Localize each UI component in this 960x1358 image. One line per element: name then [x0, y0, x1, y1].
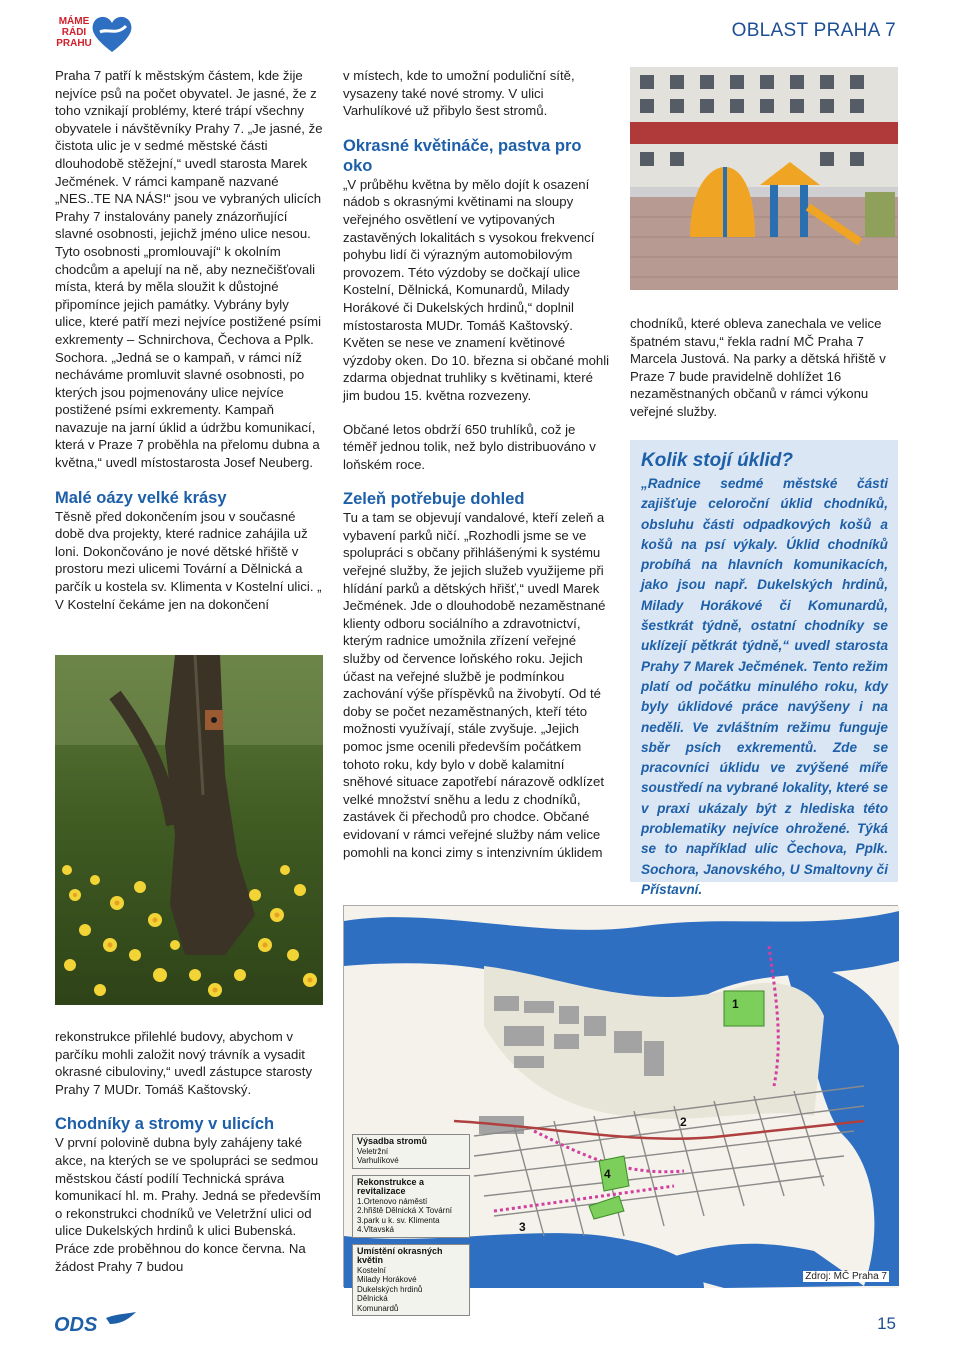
- section-title: OBLAST PRAHA 7: [731, 20, 896, 41]
- kvetinace-paragraph: „V průběhu května by mělo dojít k osazení nádob s okrasnými květinami na sloupy veřejného osvětlení ve vytipovaných zastavěných lokalitách s vysokou frekvencí pohybu lidí či výrazným automobilovým provozem. Této výzdoby se dočkají ulice Kostelní, Dělnická, Komunardů, Milady Horákové či Dukelských hrdinů,“ doplnil místostarosta MUDr. Tomáš Kaštovský. Květen se nese ve znamení květinové výzdoby oken. Do 10. března si občané mohli zdarma objednat truhliky s květinami, které jim budou 15. května rozvezeny.: [343, 176, 610, 403]
- intro-paragraph: Praha 7 patří k městským částem, kde žije nejvíce psů na počet obyvatel. Je jasné, že z toho vznikají problémy, které trápí všechny obyvatele i návštěvníky Prahy 7. „Je jasné, že čistota ulic je v sedmé městské části dlouhodobě stěžejní,“ uvedl starosta Marek Ječmének. V rámci kampaně nazvané „NES..TE NA NÁS!“ jsou ve vybraných ulicích Prahy 7 instalovány panely znázorňující slavné osobnosti, jejichž jméno ulice nesou. Tyto osobnosti „promlouvají“ k okolním chodcům a apelují na ně, aby neznečišťovali místa, která by měla sloužit k důstojné připomínce jejich památky. Vybrány byly ulice, které patří mezi nejvíce postižené psími exkrementy – Schnirchova, Čechova a Pplk. Sochora. „Jedná se o kampaň, v rámci níž necháváme promluvit slavné osobnosti, po kterých jsou pojmenovány ulice nejvíce postižené psími exkrementy. Kampaň navazuje na jarní úklid a údržbu komunikací, která v Praze 7 proběhla na přelomu dubna a května,“ uvedl místostarosta Josef Neuberg.: [55, 68, 323, 471]
- map-label-4: 4: [604, 1167, 611, 1181]
- photo-tree-daffodils: [55, 655, 323, 1005]
- sidebar-title: Kolik stojí úklid?: [641, 450, 794, 471]
- article-column-1: [55, 67, 323, 613]
- playground-illustration: [630, 67, 898, 290]
- heading-kvetinace: Okrasné květináče, pastva pro oko: [343, 136, 582, 175]
- chodniky-paragraph: V první polovině dubna byly zahájeny také akce, na kterých se ve spolupráci se sedmou městskou částí podílí Technická správa komunikací hl. m. Prahy. Jedná se především o rekonstrukci chodníků ve Veletržní ulici od ulice Dukelských hrdinů k ulici Bubenská. Práce zde proběhnou do konce června. Na žádost Prahy 7 budou: [55, 1135, 321, 1274]
- legend-vysadba: Výsadba stromů Veletržní Varhulíkové: [352, 1134, 470, 1169]
- heart-icon: [90, 14, 134, 54]
- article-column-3: [630, 315, 898, 421]
- legend-rekonstrukce: Rekonstrukce a revitalizace 1.Ortenovo náměstí 2.hřiště Dělnická X Tovární 3.park u k. sv. Klimenta 4.Vltavská: [352, 1175, 470, 1238]
- truhliky-paragraph: Občané letos obdrží 650 truhlíků, což je téměř jednou tolik, než bylo distribuováno v loňském roce.: [343, 421, 596, 472]
- continuation-paragraph: rekonstrukce přilehlé budovy, abychom v parčíku mohli založit nový trávník a vysadit okrasné cibuloviny,“ uvedl zástupce starosty Prahy 7 MUDr. Tomáš Kaštovský.: [55, 1029, 313, 1097]
- heading-zelen: Zeleň potřebuje dohled: [343, 490, 525, 509]
- article-column-1-bottom: [55, 1028, 323, 1275]
- map-source-credit: Zdroj: MČ Praha 7: [805, 1271, 887, 1282]
- map-label-3: 3: [519, 1220, 526, 1234]
- mame-radi-prahu-logo: [54, 14, 134, 58]
- ods-logo: [54, 1310, 138, 1338]
- justova-paragraph: chodníků, které obleva zanechala ve velice špatném stavu,“ řekla radní MČ Praha 7 Marcela Justová. Na parky a dětská hřiště v Praze 7 bude pravidelně dohlížet 16 nezaměstnaných občanů v rámci výkonu veřejné služby.: [630, 316, 886, 419]
- map-legend: [352, 1134, 470, 1322]
- sidebar-text: „Radnice sedmé městské části zajišťuje celoroční úklid chodníků, obsluhu části odpadkových košů a košů na psí výkaly. Úklid chodníků probíhá na hlavních komunikacích, jako jsou např. Dukelských hrdinů, Milady Horákové či Komunardů, šestkrát týdně, ostatní chodníky se uklízejí pětkrát týdně,“ uvedl starosta Prahy 7 Marek Ječmének. Tento režim platí od počátku minulého roku, kdy byly úklidové práce navýšeny i na neděli. Ve zvláštním režimu funguje sběr psích exkrementů. Zde se pracovníci úklidu ve zvýšené míře soustředí na vybrané lokality, které se v praxi ukázaly být z hlediska této problematiky nejvíce ohrožené. Týká se to například ulic Čechova, Pplk. Sochora, Janovského, U Smaltovny či Přístavní.: [641, 476, 888, 897]
- sidebar-kolik-stoji-uklid: [630, 440, 898, 897]
- tree-daffodils-illustration: [55, 655, 323, 1005]
- map-label-1: 1: [732, 997, 739, 1011]
- heading-male-oazy: Malé oázy velké krásy: [55, 488, 227, 507]
- logo-text: MÁME RÁDI PRAHU: [56, 16, 92, 49]
- map-label-2: 2: [680, 1115, 687, 1129]
- legend-kvetiny: Umístění okrasných květin Kostelní Milady Horákové Dukelských hrdinů Dělnická Komunardů: [352, 1244, 470, 1317]
- ods-bird-icon: [54, 1310, 138, 1338]
- stromy-paragraph: v místech, kde to umožní poduliční sítě, vysazeny také nové stromy. V ulici Varhulíkové už přibylo šest stromů.: [343, 68, 575, 119]
- photo-playground: [630, 67, 898, 290]
- heading-chodniky: Chodníky a stromy v ulicích: [55, 1115, 275, 1134]
- article-column-2: [343, 67, 611, 861]
- svg-text:ODS: ODS: [54, 1314, 98, 1336]
- zelen-paragraph: Tu a tam se objevují vandalové, kteří zeleň a vybavení parků ničí. „Rozhodli jsme se ve spolupráci s občany přihlášenými k systému veřejné služby, že jejich služeb využijeme při hlídání parků a dětských hřišť,“ uvedl Marek Ječmének. Jde o dlouhodobě nezaměstnané klienty odboru sociálního a zdravotnictví, kterým radnice umožnila zřízení veřejné služby od července loňského roku. Jejich účast na veřejné službě je podmínkou zachování výše příspěvků na živobytí. Od té doby se počet nezaměstnaných, kteří této možnosti využívají, stále zvyšuje. „Jejich pomoc jsme ocenili především počátkem tohoto roku, kdy bylo v době kalamitní sněhové situace zapotřebí nárazově odklízet velké množství sněhu a ledu z chodníků, zastávek či přechodů pro chodce. Občané evidovaní v rámci veřejné služby nám velice pomohli na konci zimy s intenzivním úklidem: [343, 510, 606, 860]
- praha7-map: [343, 905, 898, 1313]
- page-number: 15: [877, 1314, 896, 1333]
- oazy-paragraph: Těsně před dokončením jsou v současné době dva projekty, které radnice zahájila už loni. Dokončováno je nové dětské hřiště v prostoru mezi ulicemi Tovární a Dělnická a parčík u kostela sv. Klimenta v Kostelní ulici. „ V Kostelní čekáme jen na dokončení: [55, 508, 322, 612]
